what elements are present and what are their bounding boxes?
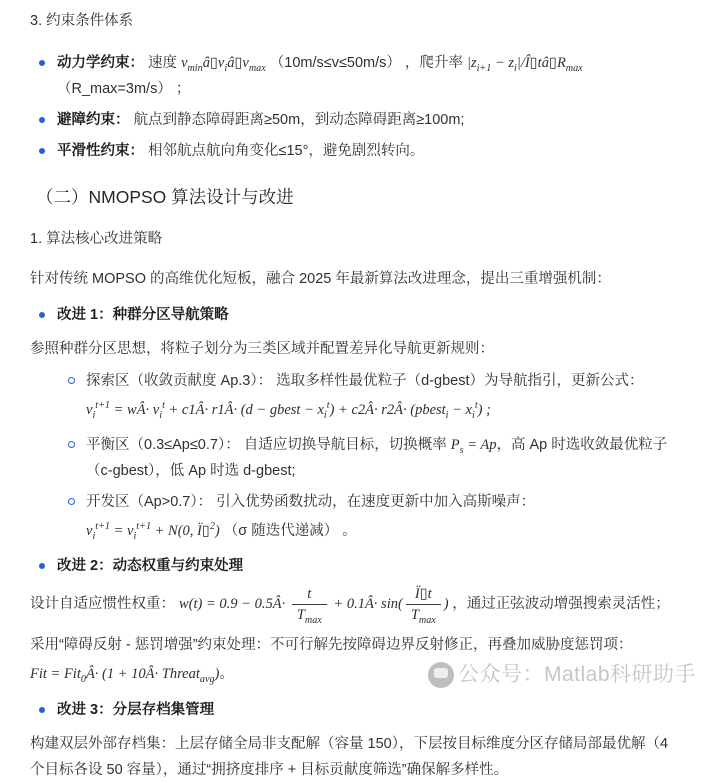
section-heading: （二）NMOPSO 算法设计与改进 <box>36 187 294 207</box>
improve-3-label: 改进 3：分层存档集管理 <box>57 702 215 719</box>
formula: $v_{min}â▯v_iâ▯v_{max}$ <box>181 55 266 74</box>
bullet-icon <box>39 148 45 154</box>
formula: $|z_{i+1}$ − $z_i|/Î▯tâ▯R_{max}$ <box>466 55 583 74</box>
bullet-icon <box>39 563 45 569</box>
formula: Fit = Fit$_0$Â· (1 + 10Â· Threat$_{avg}$) <box>30 666 220 686</box>
zone-exploit-text: 开发区（Ap>0.7）： 引入优势函数扰动，在速度更新中加入高斯噪声： <box>86 494 536 510</box>
zone-item-explore <box>62 368 682 427</box>
zone-explore-text: 探索区（收敛贡献度 Ap.3）： 选取多样性最优粒子（d-gbest）为导航指引，更新公式： <box>86 373 644 389</box>
bullet-icon <box>39 707 45 713</box>
intro-paragraph: 针对传统 MOPSO 的高维优化短板，融合 2025 年最新算法改进理念，提出三重增强机制： <box>30 271 611 287</box>
constraints-heading: 3. 约束条件体系 <box>30 13 134 29</box>
bullet-icon <box>39 312 45 318</box>
constraint-list <box>30 50 682 164</box>
formula: $v_i^{t+1}$ = wÂ· $v_i^t$ + c1Â· r1Â· (d − gbest − $x_i^t$) + c2Â· r2Â· (pbest$_i$ − $x_i^t$) ; <box>86 400 491 421</box>
partition-paragraph: 参照种群分区思想，将粒子划分为三类区域并配置差异化导航更新规则： <box>30 341 494 357</box>
improve-2-label: 改进 2：动态权重与约束处理 <box>57 558 244 574</box>
watermark-text: 公众号：Matlab科研助手 <box>457 663 696 686</box>
bullet-icon <box>39 60 45 66</box>
formula: $v_i^{t+1} = v_i^{t+1} + N(0$, Ï▯$^2$) <box>86 521 220 542</box>
constraint-item-obstacle <box>30 107 682 133</box>
zone-explore-formula-line <box>86 395 682 425</box>
zone-balance-text: 平衡区（0.3≤Ap≤0.7）： 自适应切换导航目标，切换概率 $P_s = Ap$，高 Ap 时选收敛最优粒子（c-gbest），低 Ap 时选 d-gbest; <box>86 437 668 479</box>
strategy-heading: 1. 算法核心改进策略 <box>30 231 163 247</box>
fit-formula-line: Fit = Fit$_0$Â· (1 + 10Â· Threat$_{avg}$)。 <box>30 666 234 686</box>
formula: $P_s = Ap$ <box>450 437 497 456</box>
zone-exploit-formula-line: $v_i^{t+1} = v_i^{t+1} + N(0$, Ï▯$^2$) （σ 随迭代递减） 。 <box>86 521 357 542</box>
improve-3-item <box>30 697 682 723</box>
constraint-text: 动力学约束： 速度 $v_{min}â▯v_iâ▯v_{max}$ （10m/s≤v≤50m/s） ，爬升率 $|z_{i+1}$ − $z_i|/Î▯tâ▯R_{max}$ （R_max=3m/s） ； <box>57 55 583 97</box>
zone-item-balance <box>62 432 682 484</box>
circle-icon <box>68 377 75 384</box>
constraint-text: 平滑性约束： 相邻航点航向角变化≤15°，避免剧烈转向。 <box>57 143 425 159</box>
bullet-icon <box>39 117 45 123</box>
archive-paragraph: 构建双层外部存档集：上层存储全局非支配解（容量 150），下层按目标维度分区存储局部最优解（4 个目标各设 50 容量），通过“拥挤度排序 + 目标贡献度筛选”确保解多样性。 <box>30 736 669 779</box>
constraint-item-dynamics <box>30 50 682 102</box>
circle-icon <box>68 498 75 505</box>
circle-icon <box>68 441 75 448</box>
formula: w(t) = 0.9 − 0.5Â· $\frac{t}{T_{max}}$ + 0.1Â· sin( $\frac{Ï▯t}{T_{max}}$ ) <box>179 586 453 627</box>
constraint-item-smoothness <box>30 138 682 164</box>
zone-item-exploit <box>62 489 682 548</box>
weight-paragraph: 设计自适应惯性权重： w(t) = 0.9 − 0.5Â· $\frac{t}{T_{max}}$ + 0.1Â· sin( $\frac{Ï▯t}{T_{max}}$ ) ，通过正弦波动增强搜索灵活性； <box>30 586 670 627</box>
improve-1-label: 改进 1：种群分区导航策略 <box>57 307 229 323</box>
improve-2-item <box>30 553 682 579</box>
constraint-text: 避障约束： 航点到静态障碍距离≥50m，到动态障碍距离≥100m; <box>57 112 465 128</box>
improve-1-item <box>30 302 682 328</box>
zone-list <box>62 368 682 548</box>
penalty-paragraph: 采用“障碍反射 - 惩罚增强”约束处理：不可行解先按障碍边界反射修正，再叠加威胁度惩罚项： <box>30 637 633 654</box>
